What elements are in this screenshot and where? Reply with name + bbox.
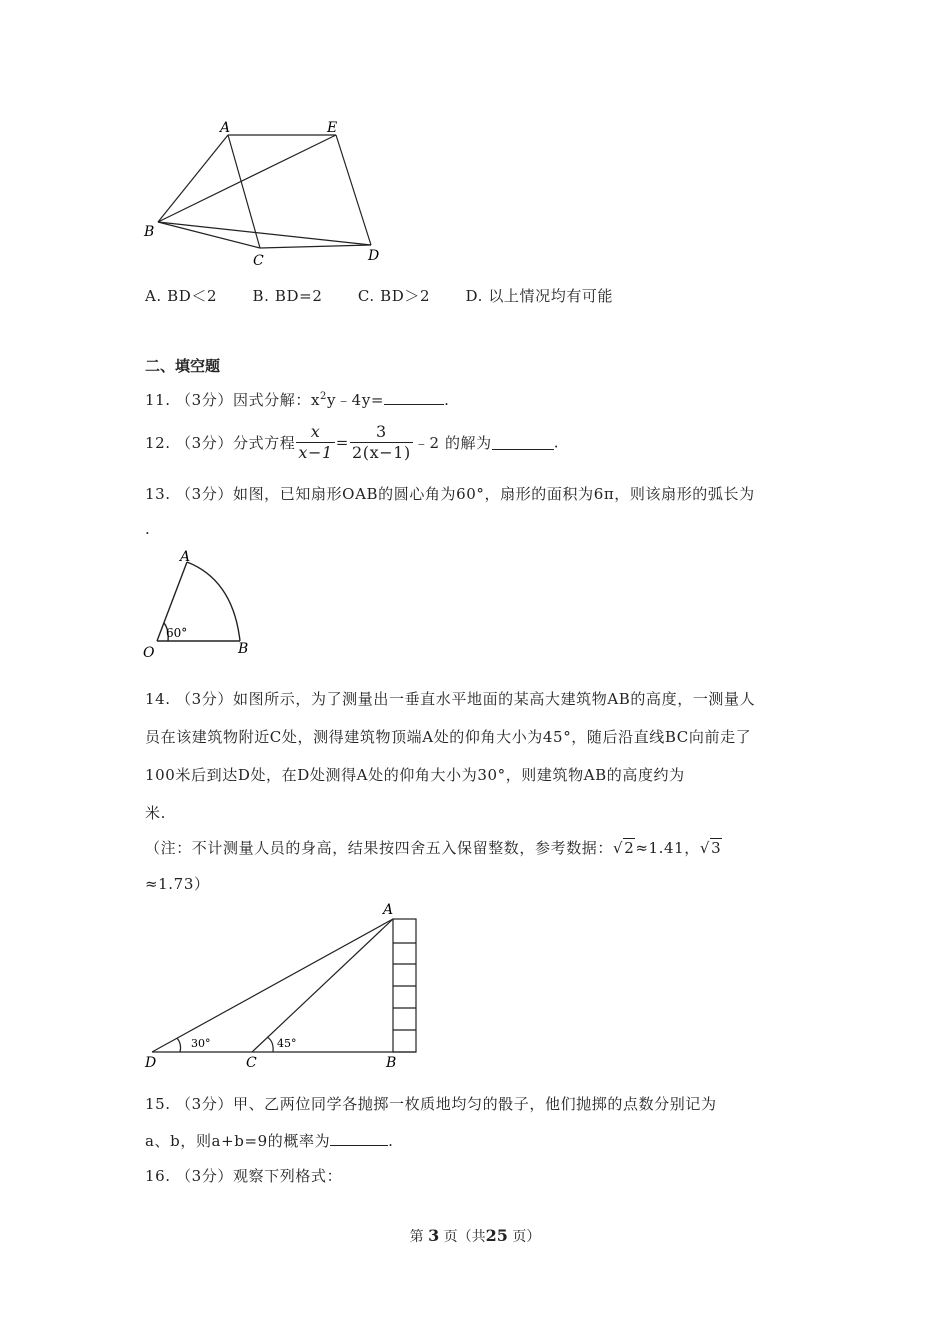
- section-heading: 二、填空题: [145, 357, 221, 375]
- note-prefix: （注：不计测量人员的身高，结果按四舍五入保留整数，参考数据：: [145, 839, 614, 857]
- question-15-line-1: 15. （3分）甲、乙两位同学各抛掷一枚质地均匀的骰子，他们抛掷的点数分别记为: [145, 1095, 717, 1113]
- option-d: D. 以上情况均有可能: [465, 287, 614, 305]
- approx-1: ≈1.41，: [635, 839, 700, 857]
- answer-blank: [492, 435, 554, 450]
- q15-text: a、b，则a+b=9的概率为: [145, 1132, 331, 1150]
- question-13-line-1: 13. （3分）如图，已知扇形OAB的圆心角为60°，扇形的面积为6π，则该扇形的弧长为: [145, 485, 755, 503]
- sqrt-2: √2: [613, 839, 635, 857]
- question-16: 16. （3分）观察下列格式：: [145, 1167, 343, 1185]
- label-d: D: [145, 1055, 157, 1071]
- figure-q13-sector: [138, 545, 268, 660]
- q11-sup: 2: [320, 391, 327, 402]
- total-pages: 25: [485, 1226, 508, 1245]
- option-a: A. BD＜2: [145, 287, 218, 305]
- angle-30-label: 30°: [191, 1037, 211, 1050]
- label-b: B: [386, 1055, 397, 1071]
- fraction-1-denominator: x−1: [298, 443, 333, 462]
- question-14-line-1: 14. （3分）如图所示，为了测量出一垂直水平地面的某高大建筑物AB的高度，一测量人: [145, 690, 756, 708]
- sqrt-2-radicand: 2: [624, 839, 635, 857]
- answer-blank: [330, 1131, 388, 1146]
- footer-mid: 页（共: [443, 1229, 486, 1245]
- q10-options: [145, 285, 613, 306]
- label-o: O: [143, 645, 155, 660]
- figure-q10-quadrilateral: [138, 115, 398, 275]
- fraction-2-numerator: 3: [350, 422, 413, 443]
- angle-label: 60°: [166, 626, 188, 640]
- question-14-line-3: 100米后到达D处，在D处测得A处的仰角大小为30°，则建筑物AB的高度约为: [145, 766, 685, 784]
- sqrt-3-radicand: 3: [711, 839, 722, 857]
- sqrt-3: √3: [699, 839, 722, 857]
- label-a: A: [220, 120, 231, 136]
- q12-end: .: [553, 433, 560, 452]
- question-13-line-2: .: [145, 520, 151, 538]
- fraction-1-numerator: x: [296, 422, 334, 443]
- question-14-line-2: 员在该建筑物附近C处，测得建筑物顶端A处的仰角大小为45°，随后沿直线BC向前走了: [145, 728, 752, 746]
- fraction-1: [296, 422, 334, 463]
- q11-suffix: y﹣4y=: [327, 391, 385, 409]
- question-14-line-4: 米.: [145, 804, 166, 822]
- angle-45-label: 45°: [277, 1037, 297, 1050]
- question-15-line-2: [145, 1130, 394, 1151]
- option-b: B. BD=2: [252, 287, 323, 305]
- label-a: A: [383, 902, 394, 918]
- fraction-2-denominator: 2(x−1): [351, 443, 411, 462]
- label-c: C: [246, 1055, 257, 1071]
- question-12: [145, 422, 559, 463]
- page-footer: [0, 1226, 950, 1246]
- q15-end: .: [388, 1132, 394, 1150]
- q11-prefix: 11. （3分）因式分解：x: [145, 391, 321, 409]
- option-c: C. BD＞2: [357, 287, 431, 305]
- q12-suffix: ﹣2 的解为: [413, 434, 492, 452]
- label-a: A: [180, 549, 191, 565]
- question-11: [145, 389, 449, 410]
- label-c: C: [253, 253, 264, 269]
- q12-prefix: 12. （3分）分式方程: [145, 434, 296, 452]
- label-b: B: [144, 224, 155, 240]
- label-d: D: [368, 248, 380, 264]
- question-14-note-line-2: ≈1.73）: [145, 875, 210, 893]
- answer-blank: [384, 390, 444, 405]
- q11-end: .: [444, 391, 450, 409]
- footer-pre: 第: [409, 1229, 424, 1245]
- fraction-2: [350, 422, 413, 463]
- q12-equals: =: [335, 433, 349, 452]
- label-b: B: [238, 641, 249, 657]
- label-e: E: [327, 120, 338, 136]
- current-page-number: 3: [428, 1226, 440, 1245]
- footer-post: 页）: [512, 1229, 541, 1245]
- figure-q14-building: [140, 898, 430, 1078]
- question-14-note: [145, 837, 722, 858]
